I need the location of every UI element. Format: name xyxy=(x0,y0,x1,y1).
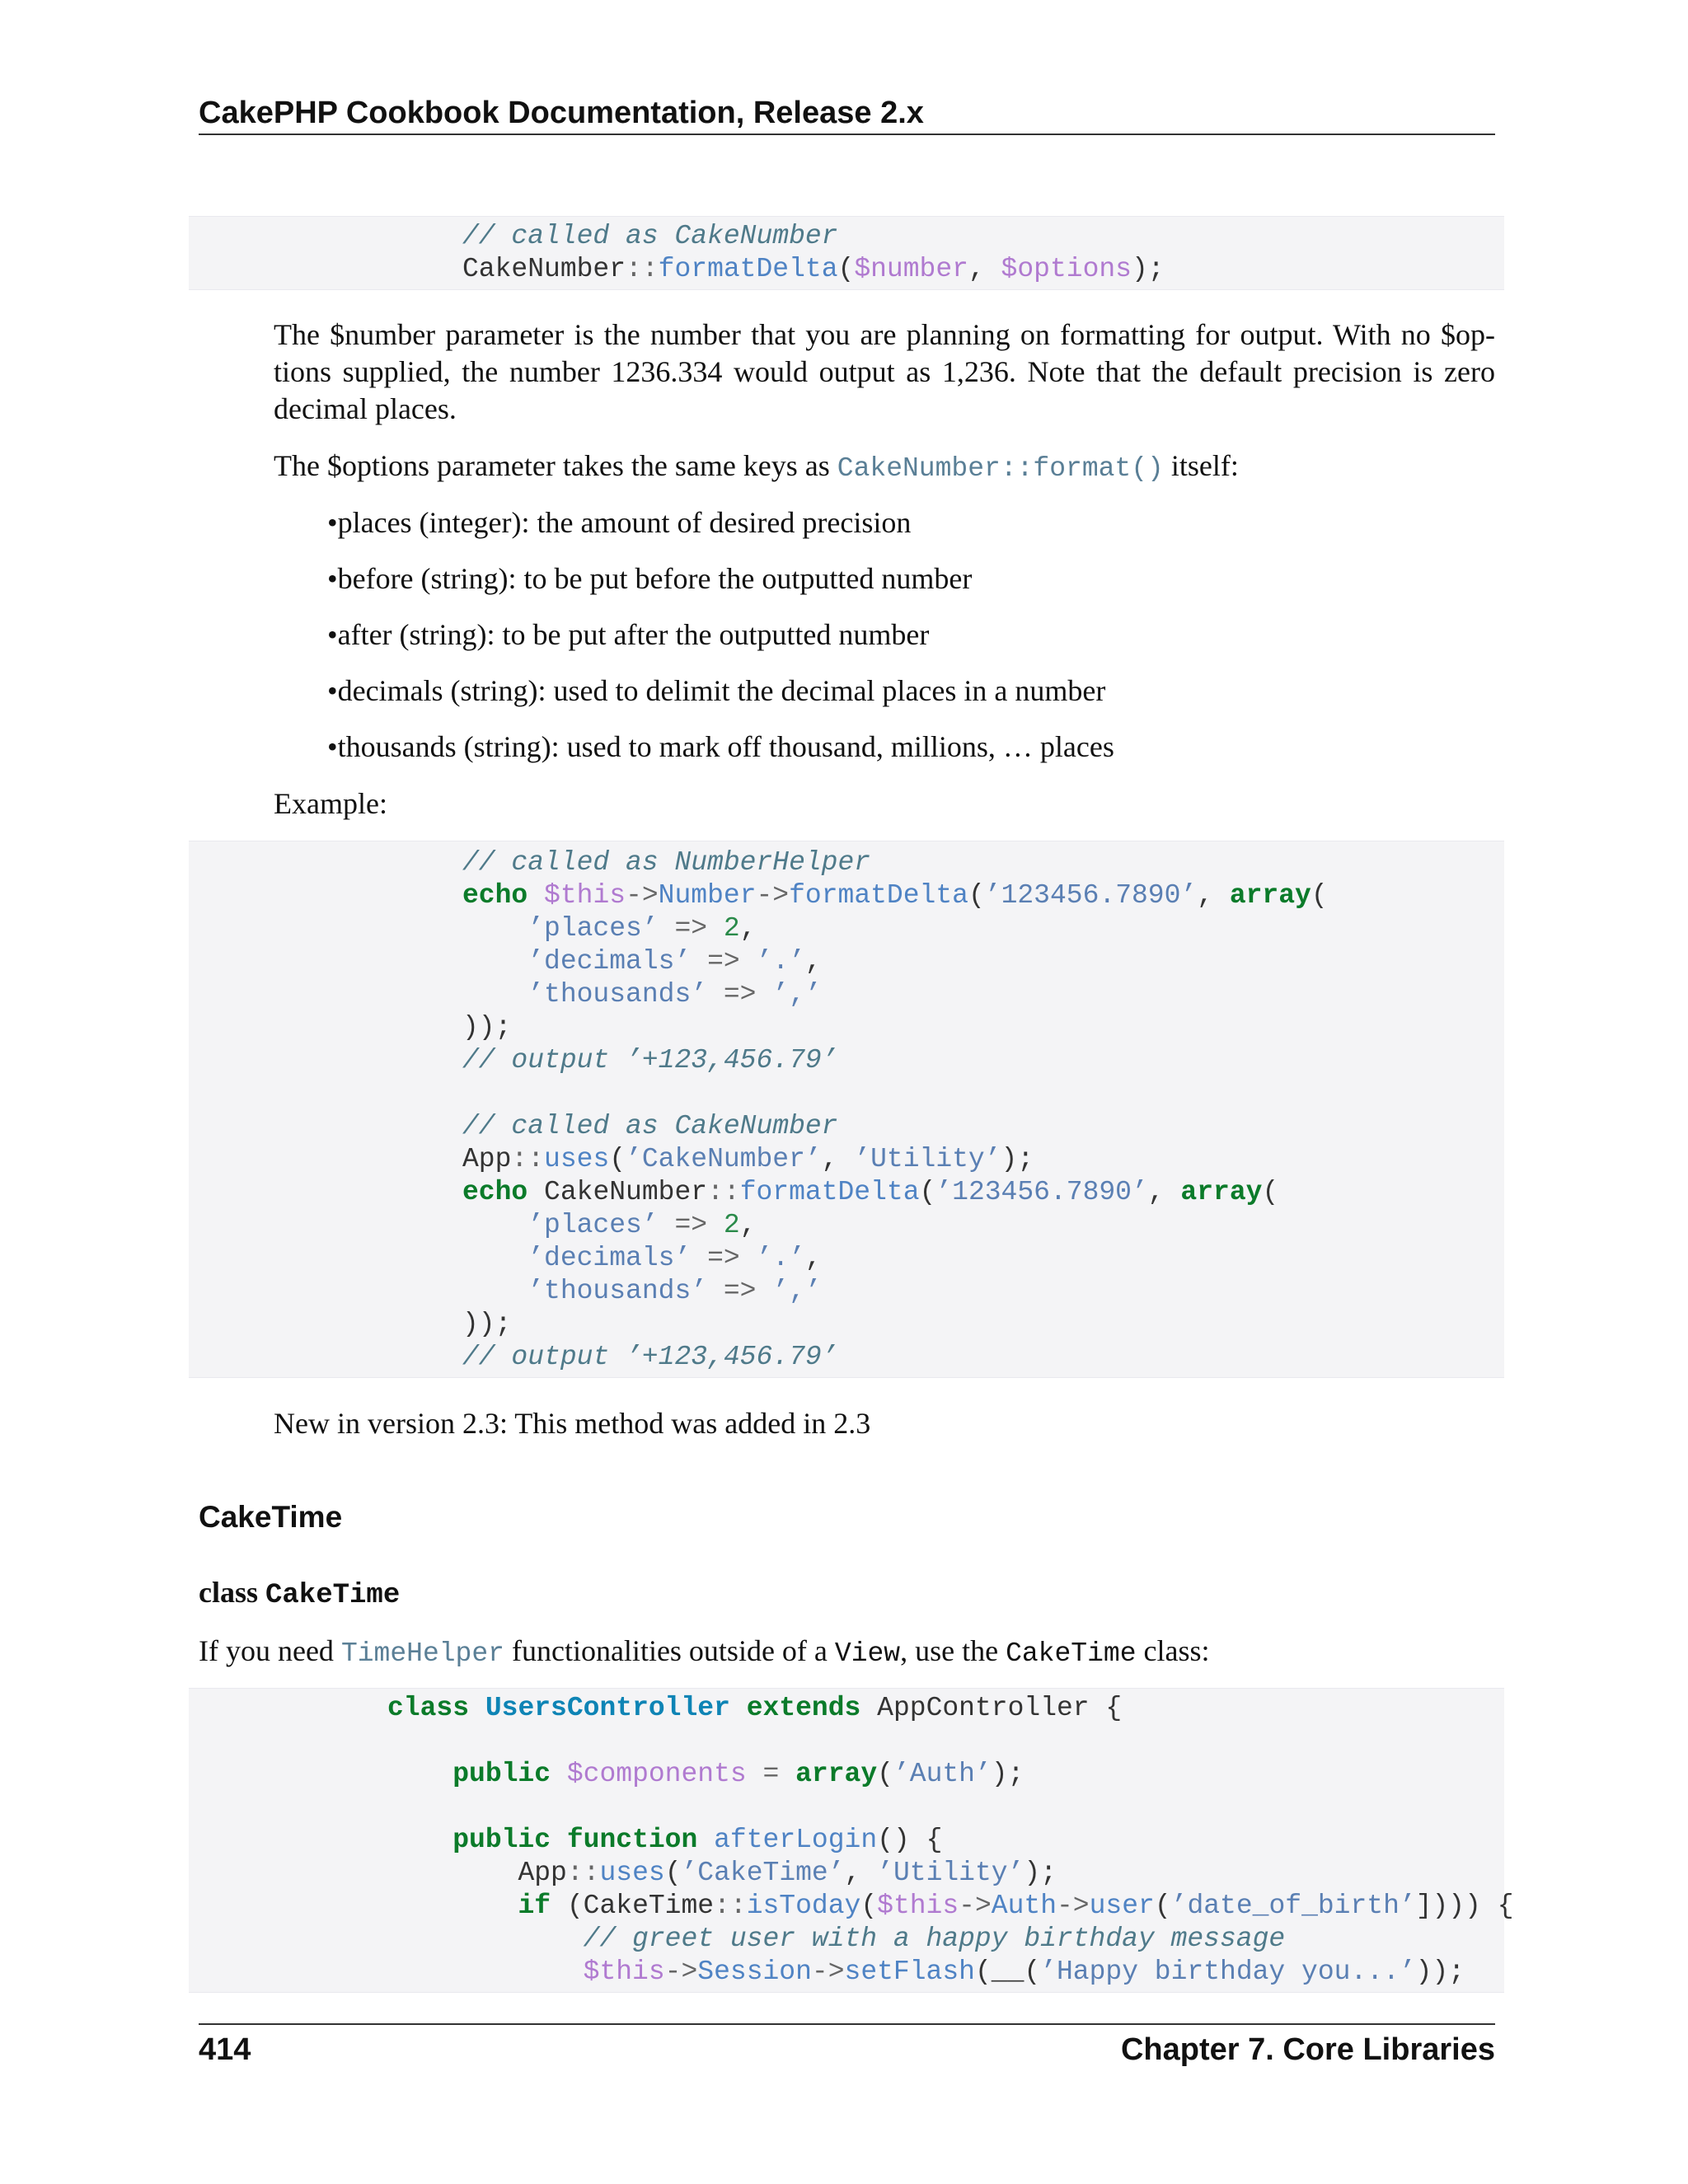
code-keyword-array: array xyxy=(795,1759,878,1789)
code-paren: )); xyxy=(462,1309,512,1339)
code-variable: $this xyxy=(877,1891,959,1921)
code-string: ’,’ xyxy=(772,1276,822,1306)
code-method: uses xyxy=(599,1858,665,1888)
code-property: Auth xyxy=(991,1891,1057,1921)
code-class-name: UsersController xyxy=(485,1693,730,1723)
code-property: Session xyxy=(697,1957,812,1987)
code-paren: ( xyxy=(919,1177,936,1207)
code-keyword-public: public xyxy=(452,1759,551,1789)
code-operator: = xyxy=(746,1759,796,1789)
code-string: ’CakeTime’ xyxy=(681,1858,845,1888)
code-block-formatdelta-signature xyxy=(189,216,1504,290)
header-rule xyxy=(199,134,1495,135)
code-operator: -> xyxy=(756,880,790,911)
caketime-literal: CakeTime xyxy=(1006,1638,1137,1669)
footer-rule xyxy=(199,2023,1495,2025)
bullet-after: •after (string): to be put after the outputted number xyxy=(327,618,930,651)
code-comma: , xyxy=(821,1144,855,1174)
paragraph-text: itself: xyxy=(1163,449,1239,482)
code-operator: -> xyxy=(626,880,659,911)
code-operator: :: xyxy=(707,1177,740,1207)
code-string: ’Auth’ xyxy=(893,1759,992,1789)
code-operator: -> xyxy=(811,1957,845,1987)
code-keyword-public: public xyxy=(452,1825,551,1855)
code-block-userscontroller: class UsersController extends AppController { public $components = array(’Auth’); public function afterLogin() { App::uses(’CakeTime’, ’Utility’); if (CakeTime::isToday($this->Auth->user(’date_of_birth’]))) { // greet user with a happy birthday message $this->Session->setFlash(__(’Happy birthday you...’)); xyxy=(189,1688,1504,1993)
code-comment: // called as CakeNumber xyxy=(462,1111,838,1141)
running-header: CakePHP Cookbook Documentation, Release 2.x xyxy=(199,96,924,130)
code-paren: ); xyxy=(1131,254,1165,284)
code-comment: // called as NumberHelper xyxy=(462,847,871,878)
code-keyword-extends: extends xyxy=(746,1693,861,1723)
code-string: ’thousands’ xyxy=(528,979,708,1010)
code-string: ’Utility’ xyxy=(854,1144,1001,1174)
cakenumber-format-link[interactable]: CakeNumber::format() xyxy=(837,453,1164,484)
code-comma: , xyxy=(1147,1177,1181,1207)
code-class: AppController xyxy=(877,1693,1090,1723)
code-string: ’places’ xyxy=(528,913,659,944)
code-string: ’123456.7890’ xyxy=(935,1177,1148,1207)
code-comment: // output ’+123,456.79’ xyxy=(462,1342,838,1372)
class-keyword: class xyxy=(199,1576,265,1609)
code-method: user xyxy=(1089,1891,1155,1921)
code-paren: )); xyxy=(462,1012,512,1043)
code-string: ’.’ xyxy=(756,946,805,977)
code-comma: , xyxy=(968,254,1001,284)
bullet-before: •before (string): to be put before the outputted number xyxy=(327,562,973,595)
class-definition xyxy=(199,1574,400,1615)
code-class: App xyxy=(518,1858,567,1888)
code-operator: -> xyxy=(1057,1891,1090,1921)
code-operator: -> xyxy=(664,1957,698,1987)
code-comma: , xyxy=(1197,880,1230,911)
code-string: ’decimals’ xyxy=(528,946,692,977)
code-paren: ( xyxy=(968,880,985,911)
code-method: formatDelta xyxy=(658,254,838,284)
code-class: CakeNumber xyxy=(544,1177,708,1207)
page-number: 414 xyxy=(199,2032,251,2067)
code-paren: ( xyxy=(609,1144,626,1174)
code-comment: // output ’+123,456.79’ xyxy=(462,1045,838,1076)
code-function: __ xyxy=(991,1957,1025,1987)
code-operator: -> xyxy=(959,1891,992,1921)
code-keyword-class: class xyxy=(387,1693,470,1723)
bullet-decimals: •decimals (string): used to delimit the decimal places in a number xyxy=(327,674,1106,707)
code-method: isToday xyxy=(746,1891,861,1921)
code-method: formatDelta xyxy=(789,880,968,911)
code-keyword-if: if xyxy=(518,1891,551,1921)
code-paren: ( xyxy=(837,254,855,284)
code-operator: => xyxy=(707,1276,773,1306)
code-string: ’decimals’ xyxy=(528,1243,692,1273)
code-method: formatDelta xyxy=(739,1177,920,1207)
code-operator: :: xyxy=(714,1891,747,1921)
code-string: ’date_of_birth’ xyxy=(1170,1891,1416,1921)
code-variable: $options xyxy=(1001,254,1132,284)
paragraph-text: The $options parameter takes the same keys as xyxy=(274,449,837,482)
code-keyword-echo: echo xyxy=(462,880,528,911)
code-number: 2 xyxy=(723,913,740,944)
code-paren: () xyxy=(877,1825,910,1855)
code-variable: $this xyxy=(583,1957,665,1987)
code-string: ’.’ xyxy=(756,1243,805,1273)
code-keyword-echo: echo xyxy=(462,1177,528,1207)
code-operator: => xyxy=(658,913,724,944)
code-keyword-array: array xyxy=(1180,1177,1263,1207)
code-operator: => xyxy=(707,979,773,1010)
bullet-places: •places (integer): the amount of desired precision xyxy=(327,506,912,539)
code-string: ’CakeNumber’ xyxy=(626,1144,822,1174)
code-brace: { xyxy=(1105,1693,1123,1723)
code-comment: // greet user with a happy birthday message xyxy=(583,1924,1286,1954)
code-operator: :: xyxy=(566,1858,600,1888)
caketime-intro-paragraph xyxy=(199,1633,1495,1672)
code-string: ’places’ xyxy=(528,1210,659,1240)
options-parameter-paragraph xyxy=(274,448,1495,487)
paragraph-text: , use the xyxy=(900,1634,1006,1667)
code-paren: ); xyxy=(1001,1144,1034,1174)
code-comment: // called as CakeNumber xyxy=(462,221,838,251)
code-class: CakeTime xyxy=(583,1891,715,1921)
code-variable: $components xyxy=(566,1759,747,1789)
paragraph-text: functionalities outside of a xyxy=(504,1634,835,1667)
paragraph-text: If you need xyxy=(199,1634,341,1667)
section-heading-caketime: CakeTime xyxy=(199,1500,343,1534)
code-variable: $number xyxy=(854,254,968,284)
code-operator: :: xyxy=(511,1144,545,1174)
code-class: App xyxy=(462,1144,512,1174)
example-label: Example: xyxy=(274,787,387,820)
chapter-title: Chapter 7. Core Libraries xyxy=(1120,2032,1495,2067)
code-string: ’,’ xyxy=(772,979,822,1010)
code-variable: $this xyxy=(544,880,626,911)
code-string: ’123456.7890’ xyxy=(984,880,1198,911)
code-operator: => xyxy=(658,1210,724,1240)
code-method: uses xyxy=(544,1144,610,1174)
code-paren: ( xyxy=(1262,1177,1279,1207)
view-literal: View xyxy=(834,1638,901,1669)
code-property: Number xyxy=(658,880,757,911)
code-string: ’Happy birthday you...’ xyxy=(1040,1957,1416,1987)
code-class: CakeNumber xyxy=(462,254,626,284)
code-paren: )); xyxy=(1415,1957,1465,1987)
version-note: New in version 2.3: This method was added in 2.3 xyxy=(274,1407,871,1440)
code-brace: { xyxy=(926,1825,943,1855)
code-operator: :: xyxy=(626,254,659,284)
code-keyword-array: array xyxy=(1229,880,1311,911)
code-operator: => xyxy=(691,1243,757,1273)
timehelper-link[interactable]: TimeHelper xyxy=(340,1638,504,1669)
code-number: 2 xyxy=(723,1210,740,1240)
code-keyword-function: function xyxy=(566,1825,698,1855)
code-operator: => xyxy=(691,946,757,977)
code-block-formatdelta-example: // called as NumberHelper echo $this->Number->formatDelta(’123456.7890’, array( ’places’ => 2, ’decimals’ => ’.’, ’thousands’ => ’,’ )); // output ’+123,456.79’ // called as CakeNumber App::uses(’CakeNumber’, ’Utility’); echo CakeNumber::formatDelta(’123456.7890’, array( ’places’ => 2, ’decimals’ => ’.’, ’thousands’ => ’,’ )); // output ’+123,456.79’ xyxy=(189,841,1504,1378)
code-string: ’Utility’ xyxy=(877,1858,1025,1888)
class-name: CakeTime xyxy=(265,1580,401,1611)
code-paren: ]))) { xyxy=(1415,1891,1514,1921)
code-method: afterLogin xyxy=(714,1825,878,1855)
bullet-thousands: •thousands (string): used to mark off thousand, millions, … places xyxy=(327,730,1114,763)
code-paren: ( xyxy=(1311,880,1328,911)
code-string: ’thousands’ xyxy=(528,1276,708,1306)
paragraph-text: class: xyxy=(1136,1634,1210,1667)
code-method: setFlash xyxy=(844,1957,975,1987)
number-parameter-paragraph: The $number parameter is the number that you are planning on formatting for output. With no $op- tions supplied, the number 1236.334 would output as 1,236. Note that the default precision is zero decimal places. xyxy=(274,318,1495,425)
